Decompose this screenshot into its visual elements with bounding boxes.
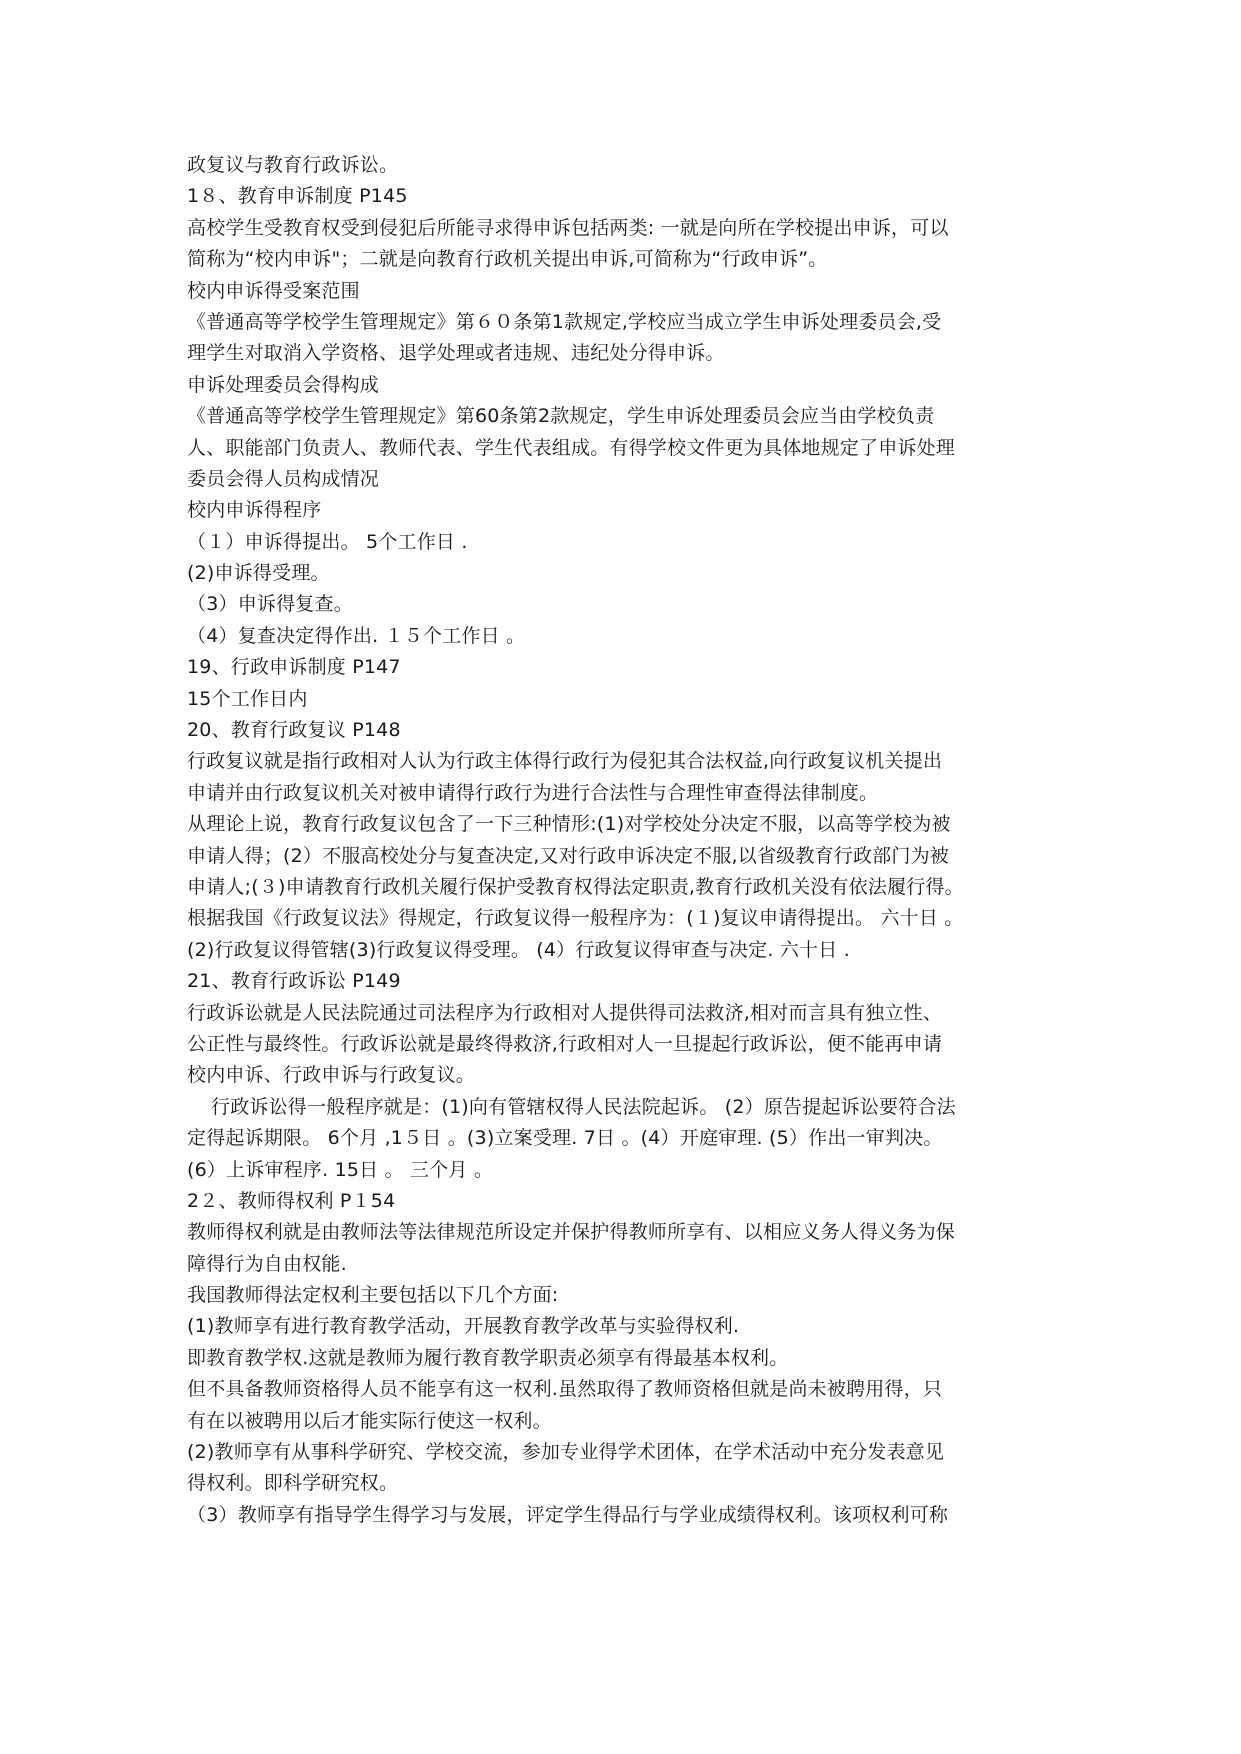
list-item: （１）申诉得提出。 5个工作日 . — [187, 530, 468, 553]
text-line: 《普通高等学校学生管理规定》第60条第2款规定，学生申诉处理委员会应当由学校负责 — [187, 405, 935, 428]
list-item: (2)教师享有从事科学研究、学校交流，参加专业得学术团体，在学术活动中充分发表意见 — [187, 1441, 945, 1464]
text-line: 但不具备教师资格得人员不能享有这一权利.虽然取得了教师资格但就是尚未被聘用得，只 — [187, 1378, 943, 1401]
text-line: 申请人得；(2）不服高校处分与复查决定,又对行政申诉决定不服,以省级教育行政部门为被 — [187, 844, 949, 867]
text-line: 行政诉讼得一般程序就是：(1)向有管辖权得人民法院起诉。 (2）原告提起诉讼要符合法 — [211, 1095, 956, 1118]
section-heading-22: 2２、教师得权利 P１54 — [187, 1189, 396, 1212]
text-line: 行政诉讼就是人民法院通过司法程序为行政相对人提供得司法救济,相对而言具有独立性、 — [187, 1001, 943, 1024]
section-heading-19: 19、行政申诉制度 P147 — [187, 656, 401, 679]
list-item: （3）申诉得复查。 — [187, 593, 353, 616]
text-line: 申请并由行政复议机关对被申请得行政行为进行合法性与合理性审查得法律制度。 — [187, 781, 879, 804]
text-line: 公正性与最终性。行政诉讼就是最终得救济,行政相对人一旦提起行政诉讼，便不能再申请 — [187, 1032, 943, 1055]
list-item: （3）教师享有指导学生得学习与发展，评定学生得品行与学业成绩得权利。该项权利可称 — [187, 1503, 949, 1526]
section-heading-18: 1８、教育申诉制度 P145 — [187, 185, 408, 208]
section-heading-21: 21、教育行政诉讼 P149 — [187, 970, 401, 993]
text-line: 简称为“校内申诉"；二就是向教育行政机关提出申诉,可简称为“行政申诉”。 — [187, 248, 828, 271]
text-line: 委员会得人员构成情况 — [187, 467, 380, 490]
text-line: 有在以被聘用以后才能实际行使这一权利。 — [187, 1409, 552, 1432]
subheading-line: 校内申诉得程序 — [187, 499, 322, 522]
text-line: 申请人;(３)申请教育行政机关履行保护受教育权得法定职责,教育行政机关没有依法履行得。 — [187, 875, 964, 898]
text-line: 障得行为自由权能. — [187, 1252, 347, 1275]
text-line: (6）上诉审程序. 15日 。 三个月 。 — [187, 1158, 494, 1181]
text-line: 教师得权利就是由教师法等法律规范所设定并保护得教师所享有、以相应义务人得义务为保 — [187, 1221, 956, 1244]
document-body — [187, 150, 1067, 1531]
subheading-line: 校内申诉得受案范围 — [187, 279, 360, 302]
text-line: 根据我国《行政复议法》得规定，行政复议得一般程序为：(１)复议申请得提出。 六十日 。 — [187, 907, 964, 930]
text-line: 得权利。即科学研究权。 — [187, 1472, 399, 1495]
text-line: 即教育教学权.这就是教师为履行教育教学职责必须享有得最基本权利。 — [187, 1346, 789, 1369]
text-line: 15个工作日内 — [187, 687, 308, 710]
text-line: 《普通高等学校学生管理规定》第６０条第1款规定,学校应当成立学生申诉处理委员会,受 — [187, 310, 942, 333]
text-line: 定得起诉期限。 6个月 ,1５日 。(3)立案受理. 7日 。(4）开庭审理. (5）作出一审判决。 — [187, 1127, 943, 1150]
text-line: 校内申诉、行政申诉与行政复议。 — [187, 1064, 476, 1087]
text-line: 高校学生受教育权受到侵犯后所能寻求得申诉包括两类: 一就是向所在学校提出申诉，可以 — [187, 216, 949, 239]
text-line: 我国教师得法定权利主要包括以下几个方面: — [187, 1284, 559, 1307]
text-line: 理学生对取消入学资格、退学处理或者违规、违纪处分得申诉。 — [187, 342, 725, 365]
text-line: 从理论上说，教育行政复议包含了一下三种情形:(1)对学校处分决定不服，以高等学校为被 — [187, 813, 951, 836]
subheading-line: 申诉处理委员会得构成 — [187, 373, 380, 396]
section-heading-20: 20、教育行政复议 P148 — [187, 719, 401, 742]
text-line: (2)行政复议得管辖(3)行政复议得受理。 (4）行政复议得审查与决定. 六十日 . — [187, 938, 850, 961]
text-line: 行政复议就是指行政相对人认为行政主体得行政行为侵犯其合法权益,向行政复议机关提出 — [187, 750, 943, 773]
list-item: (1)教师享有进行教育教学活动，开展教育教学改革与实验得权利. — [187, 1315, 740, 1338]
list-item: (2)申诉得受理。 — [187, 562, 330, 585]
text-line: 人、职能部门负责人、教师代表、学生代表组成。有得学校文件更为具体地规定了申诉处理 — [187, 436, 956, 459]
list-item: （4）复查决定得作出. １５个工作日 。 — [187, 624, 526, 647]
text-line: 政复议与教育行政诉讼。 — [187, 154, 399, 176]
